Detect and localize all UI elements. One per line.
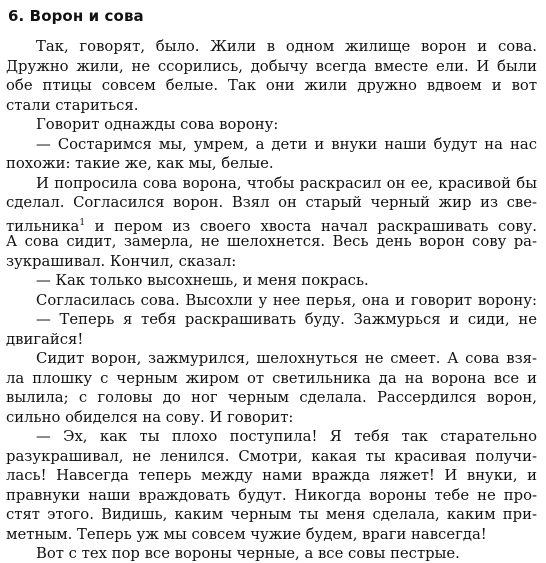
text-line: [36, 292, 537, 310]
line-text: Дружно жили, не ссорились, добычу всегда вместе ели. И были: [6, 57, 537, 75]
text-line: [6, 370, 537, 388]
text-line: [6, 97, 537, 115]
text-line: [6, 253, 537, 271]
text-line: [6, 467, 537, 485]
line-text: двигайся!: [6, 330, 84, 348]
text-line: [36, 350, 537, 368]
line-text: — Теперь я тебя раскрашивать буду. Зажмурься и сиди, не: [36, 311, 537, 328]
text-line: [36, 175, 537, 193]
text-line: [6, 331, 537, 349]
line-text: правнуки наши враждовать будут. Никогда вороны тебе не про-: [6, 486, 537, 504]
line-text: стали стариться.: [6, 96, 139, 114]
line-text: Согласилась сова. Высохли у нее перья, она и говорит ворону:: [36, 291, 537, 309]
line-text: Так, говорят, было. Жили в одном жилище ворон и сова.: [36, 38, 537, 55]
footnote-marker: 1: [79, 217, 86, 228]
line-text: ла плошку с черным жиром от светильника да на ворона все и: [6, 369, 537, 387]
text-line: [6, 506, 537, 524]
line-text: Сидит ворон, зажмурился, шелохнуться не смеет. А сова взя-: [36, 350, 537, 367]
story-title: 6. Ворон и сова: [8, 7, 144, 25]
text-line: [6, 389, 537, 407]
line-text: А сова сидит, замерла, не шелохнется. Весь день ворон сову ра-: [6, 233, 537, 250]
line-text: стят этого. Видишь, каким черным ты меня сделала, каким при-: [6, 506, 537, 523]
text-line: [6, 233, 537, 251]
text-line: [36, 136, 537, 154]
line-text: тильника: [6, 217, 80, 235]
line-text: лась! Навсегда теперь между нами вражда ляжет! И внуки, и: [6, 467, 537, 484]
text-line: [6, 58, 537, 76]
line-text: — Как только высохнешь, и меня покрась.: [36, 272, 369, 289]
text-line: [6, 155, 537, 173]
text-line: [36, 272, 537, 290]
line-text: разукрашивал, не ленился. Смотри, какая ты красивая получи-: [6, 447, 537, 465]
line-text: Говорит однажды сова ворону:: [36, 116, 279, 133]
line-text: Вот с тех пор все вороны черные, а все совы пестрые.: [36, 545, 460, 562]
text-line: [6, 409, 537, 427]
text-line: [6, 448, 537, 466]
line-text: — Состаримся мы, умрем, а дети и внуки наши будут на нас: [36, 135, 537, 153]
line-text: обе птицы совсем белые. Так они жили дружно вдвоем и вот: [6, 77, 537, 94]
line-text-continued: и пером из своего хвоста начал раскрашивать сову.: [85, 217, 537, 235]
line-text: похожи: такие же, как мы, белые.: [6, 155, 274, 172]
text-line: [36, 545, 537, 563]
text-line: [36, 116, 537, 134]
line-text: зукрашивал. Кончил, сказал:: [6, 252, 237, 270]
text-line: [36, 428, 537, 446]
text-line: [6, 526, 537, 544]
line-text: вылила; с головы до ног черным сделала. Рассердился ворон,: [6, 389, 537, 406]
text-line: [36, 311, 537, 329]
text-line: [36, 38, 537, 56]
line-text: сильно обиделся на сову. И говорит:: [6, 408, 294, 426]
text-line: [6, 77, 537, 95]
line-text: — Эх, как ты плохо поступила! Я тебя так старательно: [36, 428, 537, 445]
line-text: И попросила сова ворона, чтобы раскрасил он ее, красивой бы: [36, 174, 537, 192]
text-line: [6, 194, 537, 212]
text-line: [6, 487, 537, 505]
line-text: метным. Теперь уж мы совсем чужие будем, враги навсегда!: [6, 525, 487, 543]
line-text: сделал. Согласился ворон. Взял он старый черный жир из све-: [6, 194, 537, 211]
